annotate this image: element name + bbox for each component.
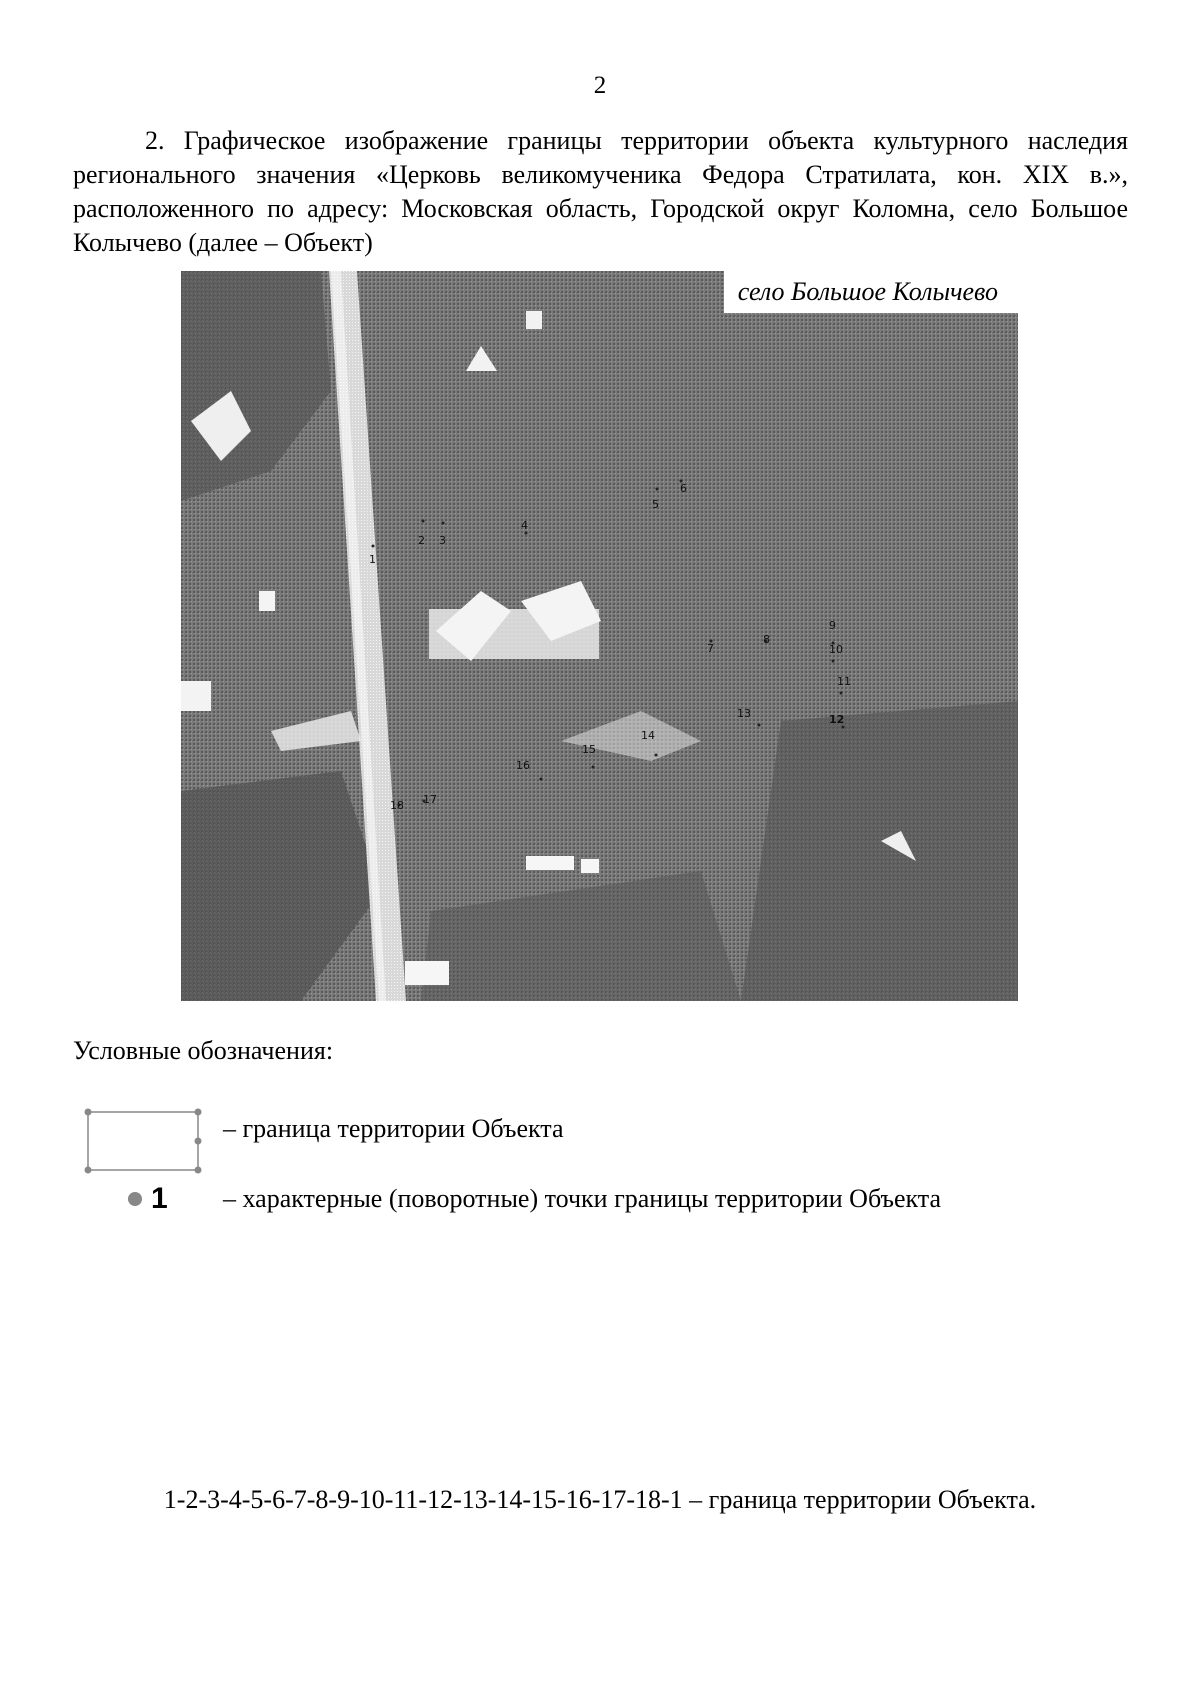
boundary-description: 1-2-3-4-5-6-7-8-9-10-11-12-13-14-15-16-17-18-1 – граница территории Объекта. xyxy=(163,1485,1037,1514)
legend-row-boundary xyxy=(73,1104,1128,1174)
point-label-3: 3 xyxy=(439,534,446,547)
point-label-7: 7 xyxy=(707,642,714,655)
intro-paragraph: 2. Графическое изображение границы территории объекта культурного наследия регионального значения «Церковь великомученика Федора Стратилата, кон. XIX в.», расположенного по адресу: Московская область, Городской округ Коломна, село Большое Колычево (далее – Объект) xyxy=(73,126,1128,257)
point-label-10: 10 xyxy=(829,643,843,656)
map-image xyxy=(181,271,1018,1001)
point-label-2: 2 xyxy=(418,534,425,547)
point-label-17: 17 xyxy=(423,793,437,806)
point-label-16: 16 xyxy=(516,759,530,772)
point-label-4: 4 xyxy=(521,519,528,532)
page-number: 2 xyxy=(593,72,607,99)
boundary-symbol-icon xyxy=(73,1104,203,1176)
point-label-5: 5 xyxy=(652,498,659,511)
legend-heading: Условные обозначения: xyxy=(73,1036,334,1065)
point-label-8: 8 xyxy=(763,633,770,646)
legend-row-points xyxy=(73,1178,1128,1222)
point-label-18: 18 xyxy=(390,799,404,812)
legend-points-text: – характерные (поворотные) точки границы территории Объекта xyxy=(223,1184,942,1213)
legend-boundary-text: – граница территории Объекта xyxy=(223,1114,564,1143)
map-title: село Большое Колычево xyxy=(724,271,1018,313)
point-label-6: 6 xyxy=(680,482,687,495)
point-label-14: 14 xyxy=(641,729,655,742)
point-label-11: 11 xyxy=(837,675,851,688)
point-label-13: 13 xyxy=(737,707,751,720)
point-sample-label: 1 xyxy=(151,1182,168,1215)
point-label-12: 12 xyxy=(829,713,845,726)
point-label-9: 9 xyxy=(829,619,836,632)
satellite-map xyxy=(181,271,1018,1001)
point-label-1: 1 xyxy=(369,553,376,566)
point-label-15: 15 xyxy=(582,743,596,756)
point-symbol-icon xyxy=(73,1178,153,1222)
